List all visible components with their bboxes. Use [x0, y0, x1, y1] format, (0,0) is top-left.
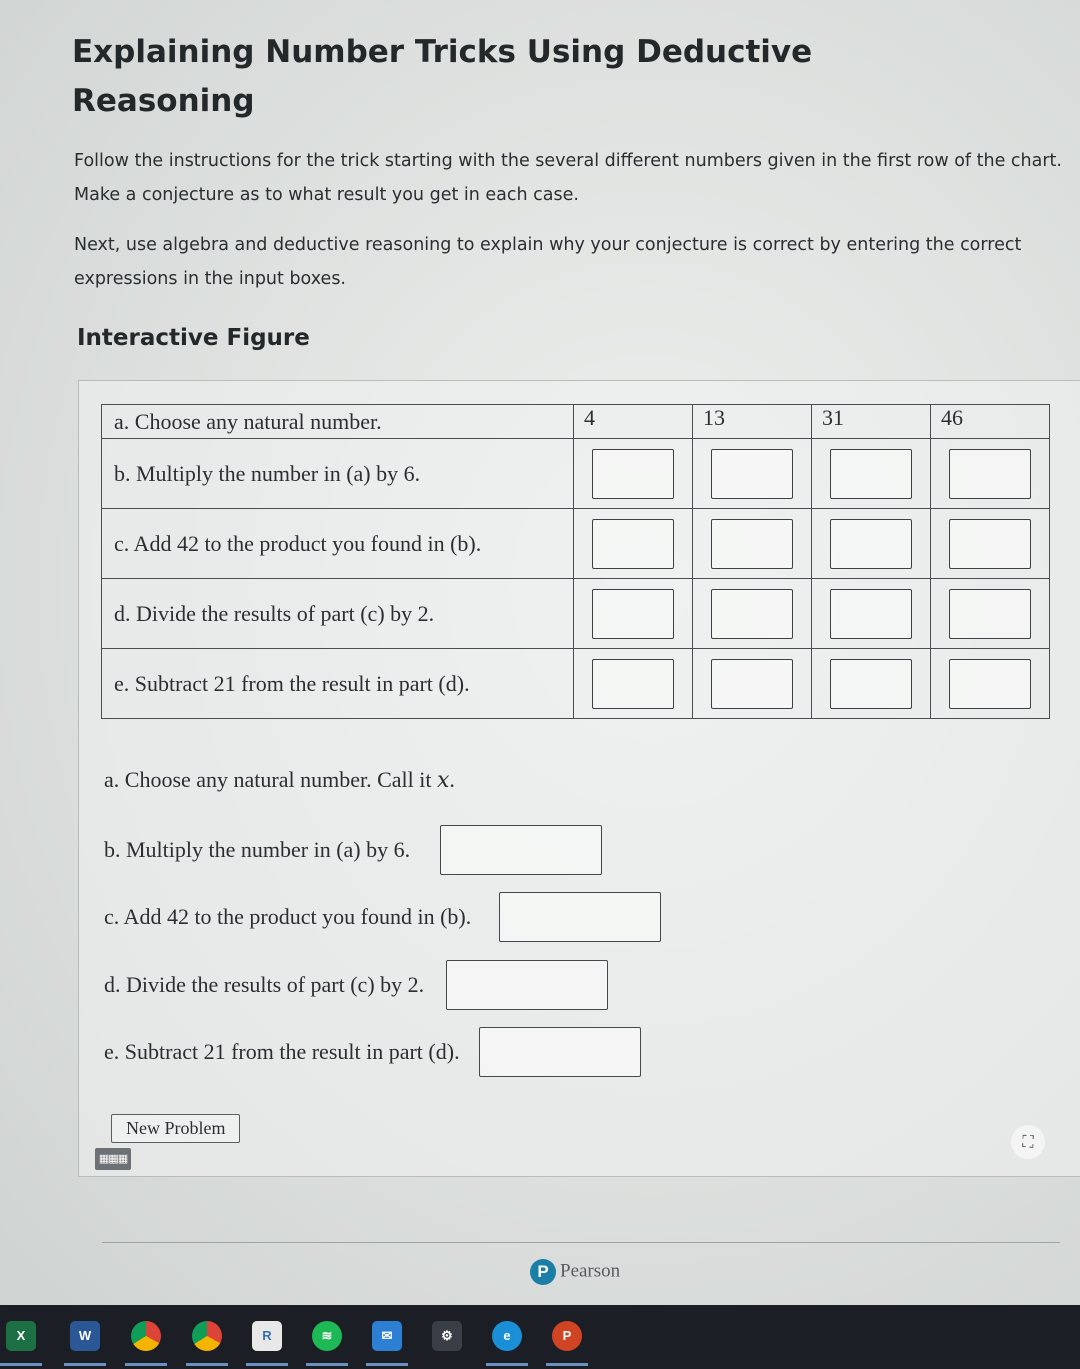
spotify-icon[interactable]: ≋	[312, 1321, 342, 1351]
symbolic-step-label: e. Subtract 21 from the result in part (d).	[104, 1039, 460, 1064]
word-icon[interactable]: W	[70, 1321, 100, 1351]
settings-icon[interactable]: ⚙	[432, 1321, 462, 1351]
symbolic-step-a	[104, 765, 455, 793]
start-number: 46	[931, 405, 1050, 439]
start-number: 13	[693, 405, 812, 439]
instruction-line: Follow the instructions for the trick starting with the several different numbers given in the first row of the chart.	[74, 151, 1062, 171]
keyboard-icon[interactable]: ▦▦▦	[95, 1148, 131, 1170]
answer-input-b-3[interactable]	[830, 449, 912, 499]
interactive-figure	[78, 380, 1080, 1177]
active-indicator	[306, 1363, 348, 1366]
symbolic-step-label: b. Multiply the number in (a) by 6.	[104, 837, 411, 862]
active-indicator	[246, 1363, 288, 1366]
table-row	[102, 405, 1050, 439]
answer-input-d-2[interactable]	[711, 589, 793, 639]
answer-input-c-1[interactable]	[592, 519, 674, 569]
roblox-icon[interactable]: R	[252, 1321, 282, 1351]
active-indicator	[0, 1363, 42, 1366]
chrome-profile-icon[interactable]	[192, 1321, 222, 1351]
mail-icon[interactable]: ✉	[372, 1321, 402, 1351]
answer-input-c-3[interactable]	[830, 519, 912, 569]
answer-input-b-1[interactable]	[592, 449, 674, 499]
table-row	[102, 439, 1050, 509]
table-row	[102, 509, 1050, 579]
new-problem-button[interactable]: New Problem	[111, 1114, 240, 1143]
pearson-logo-icon: P	[530, 1259, 556, 1285]
edge-icon[interactable]: e	[492, 1321, 522, 1351]
symbolic-step-label: c. Add 42 to the product you found in (b).	[104, 904, 472, 929]
symbolic-step-d	[104, 960, 608, 1010]
symbolic-step-label: a. Choose any natural number. Call it 𝑥.	[104, 766, 455, 792]
step-label: d. Divide the results of part (c) by 2.	[102, 579, 574, 649]
step-label: b. Multiply the number in (a) by 6.	[102, 439, 574, 509]
start-number: 31	[812, 405, 931, 439]
answer-input-b-4[interactable]	[949, 449, 1031, 499]
expression-input-b[interactable]	[440, 825, 602, 875]
instruction-line: expressions in the input boxes.	[74, 269, 346, 289]
symbolic-step-e	[104, 1027, 641, 1077]
step-label: a. Choose any natural number.	[102, 405, 574, 439]
expression-input-e[interactable]	[479, 1027, 641, 1077]
step-label: c. Add 42 to the product you found in (b).	[102, 509, 574, 579]
instructions-block-1	[74, 144, 1074, 212]
answer-input-c-2[interactable]	[711, 519, 793, 569]
answer-input-b-2[interactable]	[711, 449, 793, 499]
instructions-block-2	[74, 228, 1074, 296]
answer-input-d-1[interactable]	[592, 589, 674, 639]
answer-input-e-4[interactable]	[949, 659, 1031, 709]
expression-input-c[interactable]	[499, 892, 661, 942]
active-indicator	[546, 1363, 588, 1366]
excel-icon[interactable]: X	[6, 1321, 36, 1351]
answer-input-c-4[interactable]	[949, 519, 1031, 569]
symbolic-step-c	[104, 892, 661, 942]
symbolic-step-label: d. Divide the results of part (c) by 2.	[104, 972, 425, 997]
answer-input-d-4[interactable]	[949, 589, 1031, 639]
brand-name: Pearson	[560, 1260, 621, 1282]
powerpoint-icon[interactable]: P	[552, 1321, 582, 1351]
active-indicator	[64, 1363, 106, 1366]
chrome-icon[interactable]	[131, 1321, 161, 1351]
active-indicator	[366, 1363, 408, 1366]
expression-input-d[interactable]	[446, 960, 608, 1010]
active-indicator	[125, 1363, 167, 1366]
page-title: Explaining Number Tricks Using Deductive Reasoning	[72, 34, 813, 119]
divider	[102, 1242, 1060, 1243]
instruction-line: Make a conjecture as to what result you get in each case.	[74, 185, 579, 205]
table-row	[102, 649, 1050, 719]
taskbar	[0, 1305, 1080, 1369]
step-label: e. Subtract 21 from the result in part (d).	[102, 649, 574, 719]
answer-input-e-2[interactable]	[711, 659, 793, 709]
instruction-line: Next, use algebra and deductive reasoning to explain why your conjecture is correct by entering the correct	[74, 235, 1022, 255]
table-row	[102, 579, 1050, 649]
symbolic-step-b	[104, 825, 602, 875]
active-indicator	[186, 1363, 228, 1366]
answer-input-e-1[interactable]	[592, 659, 674, 709]
figure-heading: Interactive Figure	[77, 325, 310, 351]
pearson-footer	[530, 1259, 620, 1285]
expand-icon[interactable]: ⛶	[1011, 1125, 1045, 1159]
number-trick-table	[101, 404, 1050, 719]
answer-input-d-3[interactable]	[830, 589, 912, 639]
start-number: 4	[574, 405, 693, 439]
answer-input-e-3[interactable]	[830, 659, 912, 709]
active-indicator	[486, 1363, 528, 1366]
